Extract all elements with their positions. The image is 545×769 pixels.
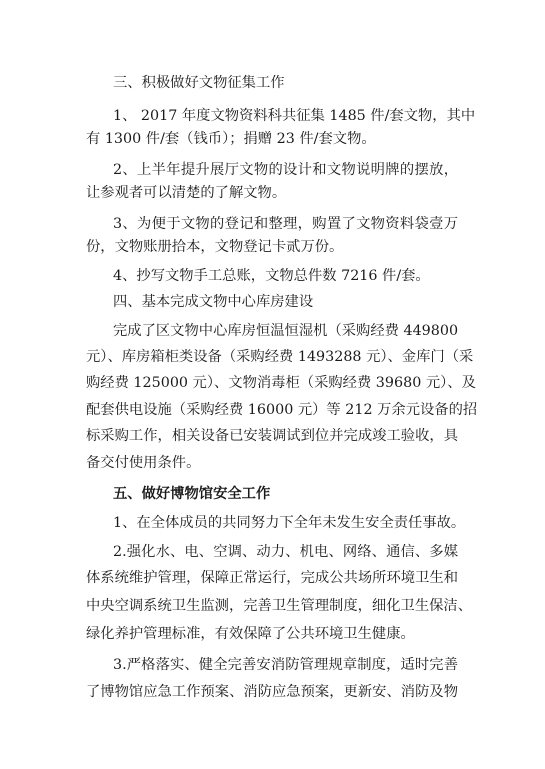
paragraph-line: 3、为便于文物的登记和整理，购置了文物资料袋壹万 <box>113 216 458 232</box>
paragraph-line: 标采购工作，相关设备已安装调试到位并完成竣工验收，具 <box>86 428 458 444</box>
paragraph-line: 购经费 125000 元）、文物消毒柜（采购经费 39680 元）、及 <box>86 375 476 391</box>
paragraph-line: 2、上半年提升展厅文物的设计和文物说明牌的摆放， <box>113 162 458 178</box>
paragraph-line: 完成了区文物中心库房恒温恒湿机（采购经费 449800 <box>113 323 459 339</box>
section-heading: 五、做好博物馆安全工作 <box>113 486 271 502</box>
paragraph-line: 绿化养护管理标准，有效保障了公共环境卫生健康。 <box>86 626 415 642</box>
paragraph-line: 体系统维护管理，保障正常运行，完成公共场所环境卫生和 <box>86 570 458 586</box>
paragraph-line: 1、 2017 年度文物资料科共征集 1485 件/套文物，其中 <box>113 108 476 124</box>
paragraph-line: 中央空调系统卫生监测，完善卫生管理制度，细化卫生保洁、 <box>86 598 473 614</box>
paragraph-line: 备交付使用条件。 <box>86 455 201 471</box>
section-heading: 四、基本完成文物中心库房建设 <box>113 294 314 310</box>
paragraph-line: 让参观者可以清楚的了解文物。 <box>86 185 287 201</box>
paragraph-line: 元）、库房箱柜类设备（采购经费 1493288 元）、金库门（采 <box>86 349 474 365</box>
paragraph-line: 份，文物账册拾本，文物登记卡贰万份。 <box>86 239 344 255</box>
paragraph-line: 2.强化水、电、空调、动力、机电、网络、通信、多媒 <box>113 544 458 560</box>
paragraph-line: 3.严格落实、健全完善安消防管理规章制度，适时完善 <box>113 657 458 673</box>
paragraph-line: 了博物馆应急工作预案、消防应急预案，更新安、消防及物 <box>86 684 458 700</box>
section-heading: 三、积极做好文物征集工作 <box>113 75 285 91</box>
paragraph-line: 1、在全体成员的共同努力下全年未发生安全责任事故。 <box>113 515 466 531</box>
paragraph-line: 配套供电设施（采购经费 16000 元）等 212 万余元设备的招 <box>86 402 478 418</box>
paragraph-line: 4、抄写文物手工总账，文物总件数 7216 件/套。 <box>113 268 430 284</box>
paragraph-line: 有 1300 件/套（钱币）；捐赠 23 件/套文物。 <box>86 131 376 147</box>
